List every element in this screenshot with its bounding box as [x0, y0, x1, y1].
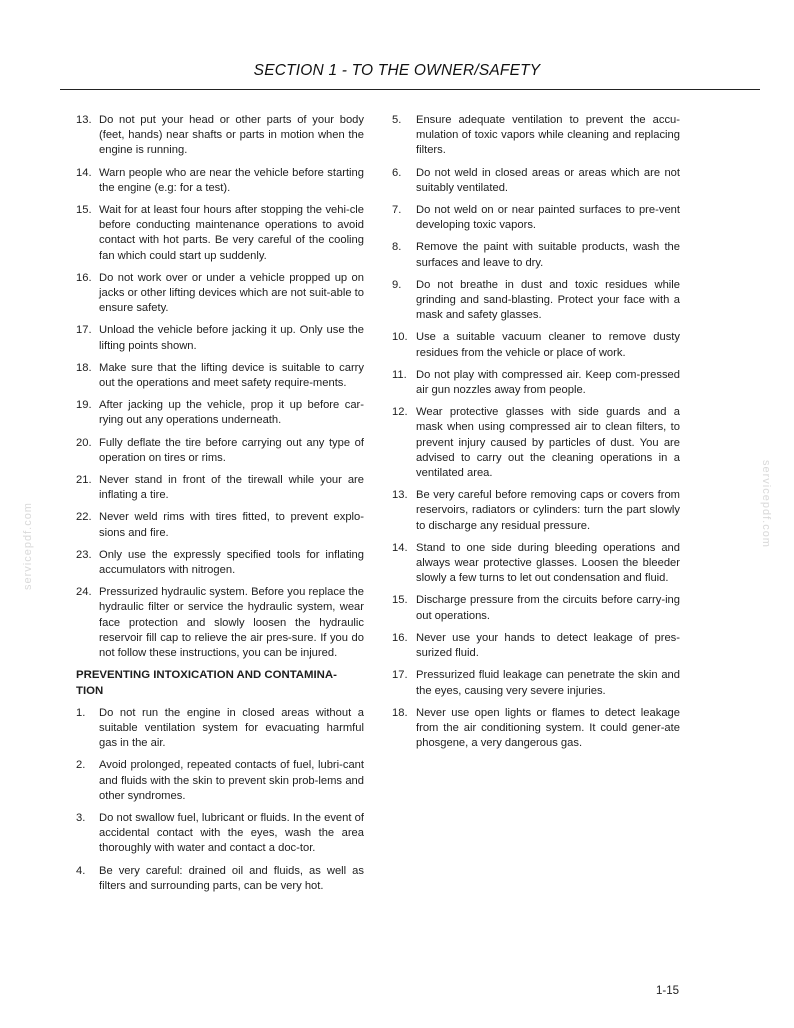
- item-number: 8.: [392, 241, 402, 254]
- item-text: Fully deflate the tire before carrying out any type of operation on tires or rims.: [99, 436, 364, 464]
- item-number: 21.: [76, 474, 92, 487]
- item-text: Do not play with compressed air. Keep com-pressed air gun nozzles away from people.: [416, 368, 680, 397]
- item-text: Be very careful: drained oil and fluids, as well as filters and surrounding parts, can be very hot.: [99, 864, 364, 892]
- item-number: 6.: [392, 166, 402, 179]
- list-item: [392, 488, 680, 534]
- item-number: 23.: [76, 548, 92, 561]
- item-text: Ensure adequate ventilation to prevent the accu-mulation of toxic vapors while cleaning and replacing filters.: [416, 114, 680, 157]
- list-item: [392, 541, 680, 587]
- list-item: [76, 585, 364, 661]
- page-title: SECTION 1 - TO THE OWNER/SAFETY: [253, 62, 541, 79]
- item-text: Stand to one side during bleeding operations and always wear protective glasses. Loosen the bleeder slowly a few turns to let out condensation and fluid.: [416, 541, 680, 585]
- right-column: [392, 113, 680, 758]
- item-number: 22.: [76, 511, 92, 524]
- item-number: 7.: [392, 204, 402, 217]
- list-item: [76, 510, 364, 540]
- list-item: [76, 113, 364, 159]
- item-number: 2.: [76, 759, 86, 772]
- watermark-right: servicepdf.com: [760, 460, 772, 548]
- item-text: Make sure that the lifting device is suitable to carry out the operations and meet safety require-ments.: [99, 361, 364, 390]
- item-text: Use a suitable vacuum cleaner to remove dusty residues from the vehicle or place of work.: [416, 331, 680, 359]
- item-text: Only use the expressly specified tools for inflating accumulators with nitrogen.: [99, 548, 364, 577]
- item-number: 18.: [392, 706, 408, 719]
- item-number: 13.: [76, 114, 92, 126]
- item-number: 16.: [392, 631, 408, 644]
- list-item: [392, 706, 680, 752]
- item-number: 16.: [76, 271, 92, 284]
- list-item: [392, 240, 680, 270]
- item-text: Never weld rims with tires fitted, to prevent explo-sions and fire.: [99, 511, 364, 539]
- item-text: Do not weld on or near painted surfaces to pre-vent developing toxic vapors.: [416, 204, 680, 232]
- list-item: [76, 361, 364, 391]
- list-item: [76, 473, 364, 503]
- header-rule: [60, 89, 760, 90]
- list-item: [392, 593, 680, 623]
- list-item: [76, 706, 364, 752]
- intoxication-list-right: [392, 113, 680, 751]
- list-item: [392, 405, 680, 481]
- left-column: [76, 113, 364, 901]
- item-number: 15.: [76, 204, 92, 217]
- watermark-left: servicepdf.com: [22, 502, 34, 590]
- item-number: 9.: [392, 278, 402, 291]
- item-text: Never stand in front of the tirewall while your are inflating a tire.: [99, 474, 364, 502]
- item-text: Do not run the engine in closed areas without a suitable ventilation system for evacuating harmful gas in the air.: [99, 706, 364, 750]
- item-text: Do not weld in closed areas or areas which are not suitably ventilated.: [416, 166, 680, 194]
- list-item: [76, 398, 364, 428]
- item-number: 1.: [76, 706, 86, 719]
- item-text: Wear protective glasses with side guards and a mask when using compressed air to clean filters, to prevent injury caused by particles of dust. You are advised to carry out the cleaning operations in a ventilated area.: [416, 406, 680, 480]
- list-item: [392, 668, 680, 698]
- item-text: Be very careful before removing caps or covers from reservoirs, radiators or cylinders: turn the part slowly to discharge any residual pressure.: [416, 489, 680, 532]
- list-item: [76, 758, 364, 804]
- item-text: Never use your hands to detect leakage of pres-surized fluid.: [416, 631, 680, 660]
- list-item: [76, 323, 364, 353]
- item-number: 12.: [392, 406, 408, 419]
- list-item: [76, 811, 364, 857]
- item-text: Warn people who are near the vehicle before starting the engine (e.g: for a test).: [99, 166, 364, 194]
- item-text: Remove the paint with suitable products, wash the surfaces and leave to dry.: [416, 241, 680, 269]
- item-text: Do not put your head or other parts of your body (feet, hands) near shafts or parts in motion when the engine is running.: [99, 114, 364, 157]
- item-text: After jacking up the vehicle, prop it up before car-rying out any operations underneath.: [99, 399, 364, 427]
- item-number: 14.: [76, 166, 92, 179]
- list-item: [76, 271, 364, 317]
- section-heading: PREVENTING INTOXICATION AND CONTAMINA-TION: [76, 669, 337, 697]
- list-item: [76, 548, 364, 578]
- item-text: Never use open lights or flames to detect leakage from the air conditioning system. It could gener-ate phosgene, a very dangerous gas.: [416, 706, 680, 750]
- safety-list-left: [76, 113, 364, 661]
- item-number: 15.: [392, 594, 408, 607]
- list-item: [392, 330, 680, 360]
- item-number: 24.: [76, 586, 92, 599]
- item-text: Unload the vehicle before jacking it up. Only use the lifting points shown.: [99, 324, 364, 352]
- item-number: 4.: [76, 864, 86, 877]
- item-number: 5.: [392, 114, 402, 126]
- item-number: 3.: [76, 811, 86, 824]
- item-text: Avoid prolonged, repeated contacts of fuel, lubri-cant and fluids with the skin to prevent skin prob-lems and other syndromes.: [99, 759, 364, 802]
- item-text: Wait for at least four hours after stopping the vehi-cle before conducting maintenance operations to avoid contact with hot parts. Be very careful of the cooling fan which could start up suddenly.: [99, 204, 364, 262]
- list-item: [392, 631, 680, 661]
- item-number: 17.: [392, 669, 408, 682]
- item-text: Discharge pressure from the circuits before carry-ing out operations.: [416, 594, 680, 622]
- list-item: [392, 113, 680, 159]
- intoxication-list-left: [76, 706, 364, 894]
- item-number: 11.: [392, 368, 407, 381]
- item-number: 17.: [76, 324, 92, 337]
- item-number: 14.: [392, 541, 408, 554]
- item-number: 19.: [76, 399, 92, 412]
- list-item: [76, 166, 364, 196]
- list-item: [392, 368, 680, 398]
- list-item: [76, 203, 364, 264]
- item-text: Do not work over or under a vehicle propped up on jacks or other lifting devices which are not suit-able to ensure safety.: [99, 271, 364, 315]
- item-text: Do not swallow fuel, lubricant or fluids. In the event of accidental contact with the eyes, wash the area thoroughly with water and contact a doc-tor.: [99, 811, 364, 855]
- item-number: 10.: [392, 331, 408, 344]
- page-number: 1-15: [655, 985, 679, 997]
- item-text: Do not breathe in dust and toxic residues while grinding and sand-blasting. Protect your face with a mask and safety glasses.: [416, 278, 680, 322]
- list-item: [76, 436, 364, 466]
- list-item: [76, 864, 364, 894]
- list-item: [392, 166, 680, 196]
- item-text: Pressurized fluid leakage can penetrate the skin and the eyes, causing very severe injuries.: [416, 669, 680, 697]
- list-item: [392, 203, 680, 233]
- item-number: 13.: [392, 489, 408, 502]
- item-number: 20.: [76, 436, 92, 449]
- item-number: 18.: [76, 361, 92, 374]
- list-item: [392, 278, 680, 324]
- item-text: Pressurized hydraulic system. Before you replace the hydraulic filter or service the hydraulic system, wear face protection and slowly loosen the hydraulic reservoir fill cap to relieve the air pres-sure. If you do not follow these instructions, you can be injured.: [99, 586, 364, 660]
